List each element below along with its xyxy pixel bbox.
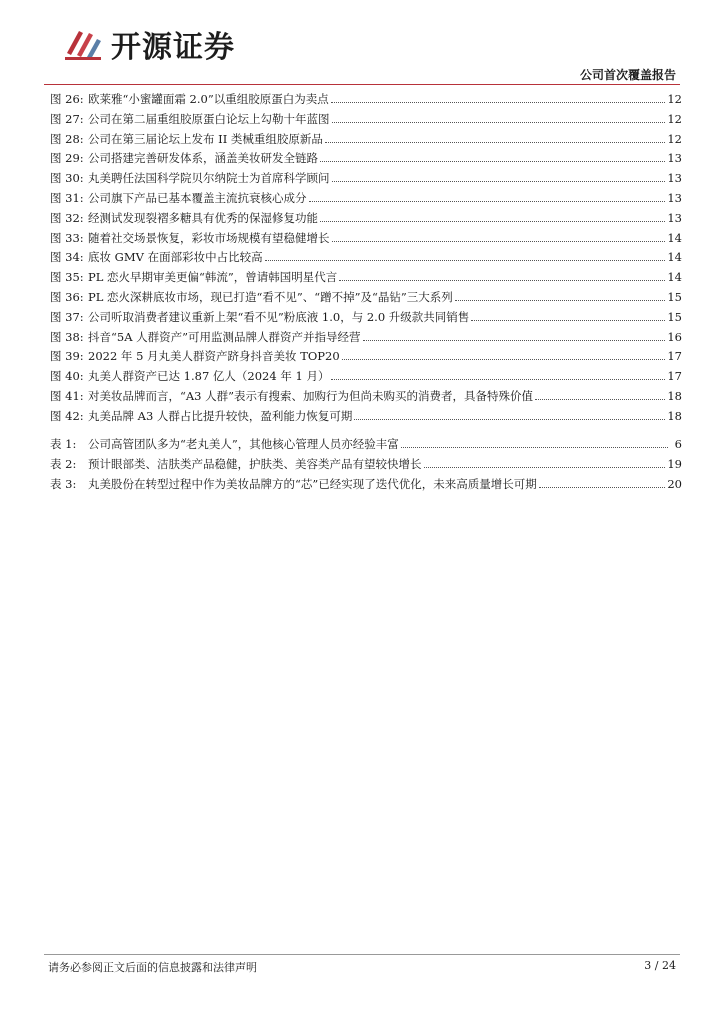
toc-entry-title: 丸美聘任法国科学院贝尔纳院士为首席科学顾问 — [88, 171, 330, 186]
toc-entry[interactable] — [50, 109, 682, 129]
toc-entry-label: 图 30: — [50, 171, 84, 186]
toc-entry-page: 15 — [667, 309, 682, 324]
toc-entry-title: 对美妆品牌而言，“A3 人群”表示有搜索、加购行为但尚未购买的消费者，具备特殊价值 — [88, 388, 534, 403]
toc-entry[interactable] — [50, 366, 682, 386]
toc-entry-page: 6 — [674, 437, 682, 451]
toc-entry-title: 丸美股份在转型过程中作为美妆品牌方的“芯”已经实现了迭代优化，未来高质量增长可期 — [88, 476, 537, 491]
toc-leader-dots — [265, 247, 666, 261]
toc-leader-dots — [424, 454, 666, 468]
toc-entry-label: 图 35: — [50, 270, 84, 285]
toc-entry[interactable] — [50, 148, 682, 168]
toc-entry[interactable] — [50, 307, 682, 327]
footer-disclaimer: 请务必参阅正文后面的信息披露和法律声明 — [48, 961, 257, 974]
toc-leader-dots — [332, 228, 666, 242]
footer-divider — [44, 954, 680, 955]
toc-leader-dots — [342, 346, 666, 360]
toc-entry[interactable] — [50, 228, 682, 248]
toc-entry-title: 底妆 GMV 在面部彩妆中占比较高 — [88, 250, 263, 265]
toc-entry[interactable] — [50, 168, 682, 188]
table-index-list — [50, 434, 682, 493]
toc-entry[interactable] — [50, 406, 682, 426]
toc-entry[interactable] — [50, 188, 682, 208]
toc-entry-title: PL 恋火早期审美更偏“韩流”，曾请韩国明星代言 — [88, 270, 338, 285]
toc-entry-label: 图 31: — [50, 190, 84, 205]
toc-entry-page: 18 — [667, 408, 682, 423]
toc-entry-title: 丸美品牌 A3 人群占比提升较快，盈利能力恢复可期 — [88, 408, 353, 423]
toc-leader-dots — [363, 327, 666, 341]
toc-leader-dots — [339, 267, 665, 281]
toc-entry-label: 图 38: — [50, 329, 84, 344]
toc-leader-dots — [331, 366, 665, 380]
toc-leader-dots — [332, 168, 666, 182]
toc-entry-title: 随着社交场景恢复，彩妆市场规模有望稳健增长 — [88, 230, 330, 245]
toc-leader-dots — [320, 148, 665, 162]
toc-entry-label: 图 26: — [50, 92, 84, 106]
toc-leader-dots — [539, 474, 666, 488]
toc-entry-label: 图 32: — [50, 210, 84, 225]
toc-entry-page: 12 — [667, 111, 682, 126]
toc-entry-page: 13 — [667, 190, 682, 205]
toc-leader-dots — [455, 287, 666, 301]
toc-entry[interactable] — [50, 208, 682, 228]
toc-entry-page: 13 — [667, 151, 682, 166]
report-type: 公司首次覆盖报告 — [579, 68, 676, 82]
toc-entry-label: 表 1: — [50, 437, 77, 451]
toc-leader-dots — [331, 89, 666, 103]
toc-entry-page: 18 — [667, 388, 682, 403]
toc-entry-title: 公司在第二届重组胶原蛋白论坛上勾勒十年蓝图 — [88, 111, 330, 126]
toc-entry[interactable] — [50, 247, 682, 267]
toc-entry[interactable] — [50, 474, 682, 494]
logo-text: 开源证券 — [111, 30, 235, 65]
toc-entry-page: 17 — [667, 369, 682, 384]
toc-entry-title: 公司高管团队多为“老丸美人”，其他核心管理人员亦经验丰富 — [88, 437, 399, 451]
toc-entry-title: PL 恋火深耕底妆市场，现已打造“看不见”、“蹭不掉”及“晶钻”三大系列 — [88, 289, 453, 304]
toc-entry-title: 公司旗下产品已基本覆盖主流抗衰核心成分 — [88, 190, 307, 205]
toc-entry-page: 20 — [667, 476, 682, 491]
toc-entry[interactable] — [50, 434, 682, 454]
toc-entry-label: 表 3: — [50, 476, 77, 491]
toc-entry-page: 13 — [667, 171, 682, 186]
toc-entry-label: 表 2: — [50, 456, 77, 471]
toc-entry[interactable] — [50, 129, 682, 149]
toc-entry-title: 公司听取消费者建议重新上架“看不见”粉底液 1.0，与 2.0 升级款共同销售 — [88, 309, 470, 324]
toc-leader-dots — [309, 188, 666, 202]
toc-entry-title: 2022 年 5 月丸美人群资产跻身抖音美妆 TOP20 — [88, 349, 340, 364]
toc-entry-page: 14 — [667, 230, 682, 245]
toc-leader-dots — [332, 109, 666, 123]
toc-entry[interactable] — [50, 267, 682, 287]
toc-leader-dots — [354, 406, 665, 420]
toc-entry[interactable] — [50, 346, 682, 366]
toc-entry[interactable] — [50, 454, 682, 474]
toc-entry-title: 经测试发现裂褶多糖具有优秀的保湿修复功能 — [88, 210, 318, 225]
toc-entry-label: 图 33: — [50, 230, 84, 245]
toc-leader-dots — [535, 386, 665, 400]
toc-leader-dots — [471, 307, 665, 321]
toc-entry-label: 图 37: — [50, 309, 84, 324]
toc-entry-title: 抖音“5A 人群资产”可用监测品牌人群资产并指导经营 — [88, 329, 361, 344]
toc-entry[interactable] — [50, 89, 682, 109]
toc-leader-dots — [325, 129, 665, 143]
toc-entry-title: 公司搭建完善研发体系，涵盖美妆研发全链路 — [88, 151, 318, 166]
toc-entry-title: 欧莱雅“小蜜罐面霜 2.0”以重组胶原蛋白为卖点 — [88, 92, 329, 106]
toc-leader-dots — [320, 208, 665, 222]
brand-logo — [63, 22, 235, 66]
toc-entry-label: 图 42: — [50, 408, 84, 423]
toc-entry-page: 12 — [667, 92, 682, 106]
toc-entry-title: 公司在第三届论坛上发布 II 类械重组胶原新品 — [88, 131, 323, 146]
toc-entry-page: 16 — [667, 329, 682, 344]
toc-entry[interactable] — [50, 327, 682, 347]
toc-leader-dots — [401, 434, 668, 448]
figure-index-list — [50, 89, 682, 426]
toc-entry-page: 12 — [667, 131, 682, 146]
toc-entry-page: 17 — [667, 349, 682, 364]
toc-entry-page: 19 — [667, 456, 682, 471]
toc-entry[interactable] — [50, 287, 682, 307]
page-number: 3 / 24 — [644, 959, 676, 972]
logo-mark-icon — [63, 23, 105, 65]
toc-entry-page: 14 — [667, 270, 682, 285]
toc-entry-label: 图 27: — [50, 111, 84, 126]
page-header — [0, 0, 724, 90]
toc-entry-title: 预计眼部类、洁肤类产品稳健，护肤类、美容类产品有望较快增长 — [88, 456, 422, 471]
toc-entry-label: 图 29: — [50, 151, 84, 166]
toc-entry-page: 13 — [667, 210, 682, 225]
toc-entry-label: 图 28: — [50, 131, 84, 146]
toc-entry-label: 图 36: — [50, 289, 84, 304]
header-divider — [44, 84, 680, 85]
toc-entry-page: 15 — [667, 289, 682, 304]
toc-entry-label: 图 39: — [50, 349, 84, 364]
toc-entry-label: 图 41: — [50, 388, 84, 403]
toc-entry-label: 图 40: — [50, 369, 84, 384]
toc-entry-title: 丸美人群资产已达 1.87 亿人（2024 年 1 月） — [88, 369, 330, 384]
toc-entry-page: 14 — [667, 250, 682, 265]
toc-entry[interactable] — [50, 386, 682, 406]
toc-entry-label: 图 34: — [50, 250, 84, 265]
